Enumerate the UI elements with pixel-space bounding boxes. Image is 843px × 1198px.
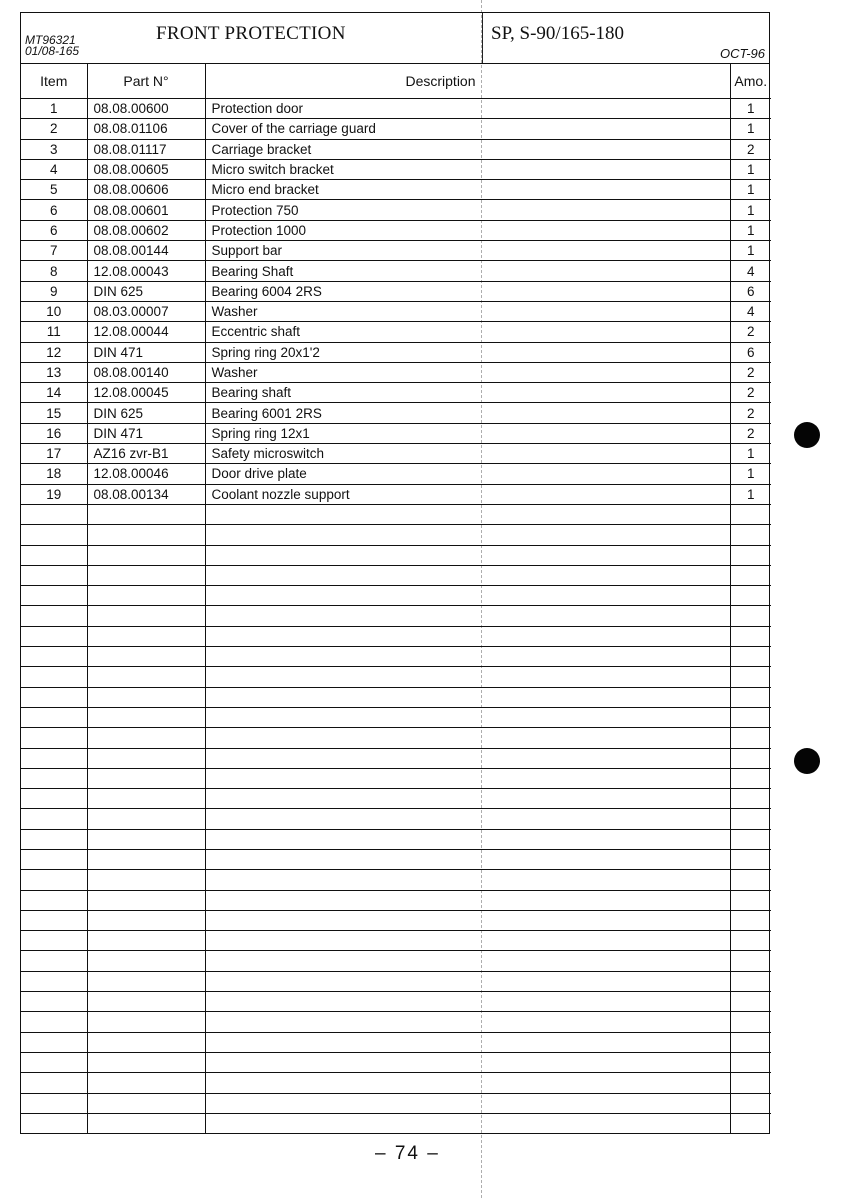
amount-cell: 2 [730, 139, 771, 159]
part-number-cell [87, 626, 205, 646]
part-number-cell [87, 728, 205, 748]
description-cell [205, 545, 730, 565]
part-number-cell [87, 586, 205, 606]
part-number-cell [87, 890, 205, 910]
part-number-cell: 08.08.00140 [87, 362, 205, 382]
description-cell [205, 809, 730, 829]
part-number-cell [87, 545, 205, 565]
table-row [21, 667, 771, 687]
item-cell [21, 809, 87, 829]
table-row [21, 301, 771, 321]
item-cell [21, 1073, 87, 1093]
table-row [21, 971, 771, 991]
item-cell: 12 [21, 342, 87, 362]
description-cell [205, 992, 730, 1012]
item-cell: 19 [21, 484, 87, 504]
amount-cell: 2 [730, 362, 771, 382]
description-cell [205, 565, 730, 585]
part-number-cell [87, 951, 205, 971]
header-divider [482, 13, 483, 63]
table-header-row [21, 64, 771, 99]
table-row [21, 931, 771, 951]
part-number-cell: DIN 471 [87, 423, 205, 443]
description-cell [205, 1012, 730, 1032]
part-number-cell [87, 849, 205, 869]
part-number-cell [87, 565, 205, 585]
part-number-cell [87, 1012, 205, 1032]
item-cell [21, 870, 87, 890]
table-row [21, 606, 771, 626]
punch-hole [794, 422, 820, 448]
item-cell [21, 890, 87, 910]
table-row [21, 647, 771, 667]
amount-cell [730, 1073, 771, 1093]
item-cell: 6 [21, 220, 87, 240]
part-number-cell: 12.08.00044 [87, 322, 205, 342]
item-cell: 3 [21, 139, 87, 159]
description-cell [205, 1073, 730, 1093]
parts-list-sheet [20, 12, 770, 1134]
item-cell: 18 [21, 464, 87, 484]
amount-cell: 2 [730, 383, 771, 403]
item-cell: 5 [21, 180, 87, 200]
column-header-part: Part N° [87, 64, 205, 99]
amount-cell [730, 545, 771, 565]
amount-cell: 2 [730, 322, 771, 342]
item-cell [21, 931, 87, 951]
amount-cell: 4 [730, 261, 771, 281]
amount-cell: 1 [730, 464, 771, 484]
item-cell [21, 789, 87, 809]
description-cell: Protection 750 [205, 200, 730, 220]
amount-cell: 1 [730, 444, 771, 464]
item-cell: 13 [21, 362, 87, 382]
amount-cell [730, 1052, 771, 1072]
description-cell [205, 870, 730, 890]
item-cell: 1 [21, 99, 87, 119]
machine-model: SP, S-90/165-180 [491, 23, 625, 44]
table-row [21, 870, 771, 890]
item-cell [21, 992, 87, 1012]
table-row [21, 403, 771, 423]
item-cell [21, 1012, 87, 1032]
amount-cell [730, 667, 771, 687]
amount-cell: 1 [730, 220, 771, 240]
description-cell: Door drive plate [205, 464, 730, 484]
part-number-cell [87, 768, 205, 788]
description-cell: Washer [205, 301, 730, 321]
description-cell: Coolant nozzle support [205, 484, 730, 504]
item-cell: 10 [21, 301, 87, 321]
item-cell [21, 1113, 87, 1133]
table-row [21, 829, 771, 849]
table-row [21, 951, 771, 971]
item-cell [21, 768, 87, 788]
part-number-cell [87, 748, 205, 768]
parts-table-body [21, 99, 771, 1134]
amount-cell [730, 910, 771, 930]
amount-cell [730, 687, 771, 707]
document-code: MT96321 [25, 33, 76, 47]
amount-cell [730, 707, 771, 727]
table-row [21, 1032, 771, 1052]
description-cell [205, 849, 730, 869]
description-cell [205, 504, 730, 524]
description-cell: Bearing Shaft [205, 261, 730, 281]
description-cell: Cover of the carriage guard [205, 119, 730, 139]
amount-cell: 1 [730, 200, 771, 220]
amount-cell [730, 565, 771, 585]
table-row [21, 728, 771, 748]
amount-cell [730, 1093, 771, 1113]
description-cell [205, 1093, 730, 1113]
item-cell [21, 606, 87, 626]
part-number-cell: 08.08.00605 [87, 159, 205, 179]
part-number-cell: 08.08.00600 [87, 99, 205, 119]
document-date: OCT-96 [719, 46, 765, 61]
item-cell [21, 849, 87, 869]
item-cell [21, 504, 87, 524]
part-number-cell: AZ16 zvr-B1 [87, 444, 205, 464]
description-cell: Protection door [205, 99, 730, 119]
sheet-header [21, 13, 769, 64]
table-row [21, 809, 771, 829]
amount-cell [730, 1012, 771, 1032]
part-number-cell [87, 687, 205, 707]
part-number-cell [87, 647, 205, 667]
table-row [21, 383, 771, 403]
description-cell: Spring ring 12x1 [205, 423, 730, 443]
amount-cell [730, 992, 771, 1012]
amount-cell [730, 504, 771, 524]
table-row [21, 241, 771, 261]
table-row [21, 1113, 771, 1133]
description-cell [205, 667, 730, 687]
amount-cell [730, 525, 771, 545]
part-number-cell: DIN 625 [87, 281, 205, 301]
table-row [21, 1012, 771, 1032]
item-cell [21, 667, 87, 687]
description-cell [205, 971, 730, 991]
column-header-description: Description [205, 64, 730, 99]
amount-cell: 1 [730, 180, 771, 200]
table-row [21, 626, 771, 646]
part-number-cell [87, 971, 205, 991]
table-row [21, 789, 771, 809]
part-number-cell [87, 809, 205, 829]
part-number-cell [87, 707, 205, 727]
table-row [21, 220, 771, 240]
amount-cell [730, 809, 771, 829]
part-number-cell [87, 1073, 205, 1093]
item-cell [21, 626, 87, 646]
table-row [21, 768, 771, 788]
table-row [21, 748, 771, 768]
table-row [21, 139, 771, 159]
description-cell [205, 626, 730, 646]
item-cell [21, 707, 87, 727]
description-cell: Safety microswitch [205, 444, 730, 464]
part-number-cell [87, 606, 205, 626]
table-row [21, 362, 771, 382]
table-row [21, 910, 771, 930]
amount-cell: 2 [730, 403, 771, 423]
description-cell: Micro end bracket [205, 180, 730, 200]
table-row [21, 444, 771, 464]
table-row [21, 586, 771, 606]
page-number: – 74 – [375, 1143, 440, 1164]
table-row [21, 119, 771, 139]
amount-cell: 2 [730, 423, 771, 443]
description-cell [205, 525, 730, 545]
item-cell [21, 545, 87, 565]
part-number-cell [87, 525, 205, 545]
amount-cell [730, 849, 771, 869]
part-number-cell [87, 1113, 205, 1133]
amount-cell: 1 [730, 119, 771, 139]
item-cell [21, 728, 87, 748]
description-cell: Washer [205, 362, 730, 382]
part-number-cell: 12.08.00046 [87, 464, 205, 484]
amount-cell [730, 626, 771, 646]
part-number-cell [87, 789, 205, 809]
amount-cell [730, 951, 771, 971]
item-cell [21, 586, 87, 606]
description-cell [205, 768, 730, 788]
item-cell: 17 [21, 444, 87, 464]
table-row [21, 504, 771, 524]
item-cell [21, 748, 87, 768]
item-cell [21, 647, 87, 667]
part-number-cell [87, 910, 205, 930]
description-cell [205, 789, 730, 809]
item-cell [21, 910, 87, 930]
item-cell: 15 [21, 403, 87, 423]
description-cell [205, 728, 730, 748]
part-number-cell [87, 992, 205, 1012]
part-number-cell: 08.08.01117 [87, 139, 205, 159]
amount-cell: 6 [730, 281, 771, 301]
amount-cell [730, 1113, 771, 1133]
description-cell [205, 829, 730, 849]
amount-cell: 1 [730, 241, 771, 261]
amount-cell [730, 647, 771, 667]
table-row [21, 261, 771, 281]
part-number-cell [87, 667, 205, 687]
item-cell [21, 1032, 87, 1052]
item-cell: 2 [21, 119, 87, 139]
description-cell [205, 586, 730, 606]
amount-cell [730, 768, 771, 788]
description-cell [205, 687, 730, 707]
amount-cell [730, 890, 771, 910]
part-number-cell: DIN 471 [87, 342, 205, 362]
part-number-cell: 08.08.00144 [87, 241, 205, 261]
part-number-cell [87, 870, 205, 890]
part-number-cell: DIN 625 [87, 403, 205, 423]
table-row [21, 159, 771, 179]
description-cell: Bearing 6004 2RS [205, 281, 730, 301]
table-row [21, 687, 771, 707]
description-cell [205, 1113, 730, 1133]
item-cell [21, 565, 87, 585]
description-cell: Carriage bracket [205, 139, 730, 159]
part-number-cell: 08.08.00606 [87, 180, 205, 200]
description-cell [205, 606, 730, 626]
item-cell: 9 [21, 281, 87, 301]
part-number-cell [87, 829, 205, 849]
document-reference: 01/08-165 [25, 44, 80, 58]
description-cell [205, 890, 730, 910]
description-cell [205, 748, 730, 768]
amount-cell [730, 1032, 771, 1052]
column-header-item: Item [21, 64, 87, 99]
amount-cell: 6 [730, 342, 771, 362]
item-cell [21, 525, 87, 545]
description-cell: Spring ring 20x1'2 [205, 342, 730, 362]
description-cell [205, 1032, 730, 1052]
description-cell [205, 931, 730, 951]
table-row [21, 1073, 771, 1093]
table-row [21, 1052, 771, 1072]
table-row [21, 322, 771, 342]
table-row [21, 890, 771, 910]
part-number-cell: 08.08.00601 [87, 200, 205, 220]
amount-cell: 1 [730, 159, 771, 179]
amount-cell [730, 748, 771, 768]
table-row [21, 200, 771, 220]
description-cell: Micro switch bracket [205, 159, 730, 179]
item-cell: 7 [21, 241, 87, 261]
table-row [21, 545, 771, 565]
item-cell [21, 1052, 87, 1072]
part-number-cell: 12.08.00045 [87, 383, 205, 403]
table-row [21, 464, 771, 484]
amount-cell: 4 [730, 301, 771, 321]
item-cell [21, 971, 87, 991]
description-cell: Protection 1000 [205, 220, 730, 240]
item-cell: 4 [21, 159, 87, 179]
description-cell: Bearing shaft [205, 383, 730, 403]
amount-cell: 1 [730, 99, 771, 119]
description-cell: Support bar [205, 241, 730, 261]
description-cell [205, 647, 730, 667]
item-cell: 8 [21, 261, 87, 281]
table-row [21, 1093, 771, 1113]
part-number-cell [87, 1052, 205, 1072]
item-cell: 16 [21, 423, 87, 443]
description-cell [205, 707, 730, 727]
table-row [21, 180, 771, 200]
part-number-cell: 08.08.00134 [87, 484, 205, 504]
part-number-cell [87, 931, 205, 951]
description-cell [205, 1052, 730, 1072]
part-number-cell: 08.08.00602 [87, 220, 205, 240]
punch-hole [794, 748, 820, 774]
table-row [21, 281, 771, 301]
amount-cell [730, 728, 771, 748]
table-row [21, 99, 771, 119]
parts-table [21, 64, 771, 1133]
table-row [21, 525, 771, 545]
table-row [21, 484, 771, 504]
table-row [21, 423, 771, 443]
description-cell: Bearing 6001 2RS [205, 403, 730, 423]
column-header-amount: Amo. [730, 64, 771, 99]
part-number-cell [87, 1032, 205, 1052]
part-number-cell: 12.08.00043 [87, 261, 205, 281]
item-cell: 11 [21, 322, 87, 342]
part-number-cell [87, 504, 205, 524]
item-cell [21, 1093, 87, 1113]
table-row [21, 565, 771, 585]
part-number-cell: 08.03.00007 [87, 301, 205, 321]
amount-cell [730, 606, 771, 626]
amount-cell: 1 [730, 484, 771, 504]
item-cell: 6 [21, 200, 87, 220]
page-title: FRONT PROTECTION [156, 23, 346, 44]
amount-cell [730, 971, 771, 991]
amount-cell [730, 931, 771, 951]
item-cell [21, 687, 87, 707]
item-cell: 14 [21, 383, 87, 403]
amount-cell [730, 586, 771, 606]
amount-cell [730, 789, 771, 809]
part-number-cell: 08.08.01106 [87, 119, 205, 139]
part-number-cell [87, 1093, 205, 1113]
item-cell [21, 951, 87, 971]
description-cell [205, 951, 730, 971]
table-row [21, 707, 771, 727]
table-row [21, 992, 771, 1012]
description-cell: Eccentric shaft [205, 322, 730, 342]
item-cell [21, 829, 87, 849]
table-row [21, 342, 771, 362]
amount-cell [730, 870, 771, 890]
table-row [21, 849, 771, 869]
description-cell [205, 910, 730, 930]
amount-cell [730, 829, 771, 849]
